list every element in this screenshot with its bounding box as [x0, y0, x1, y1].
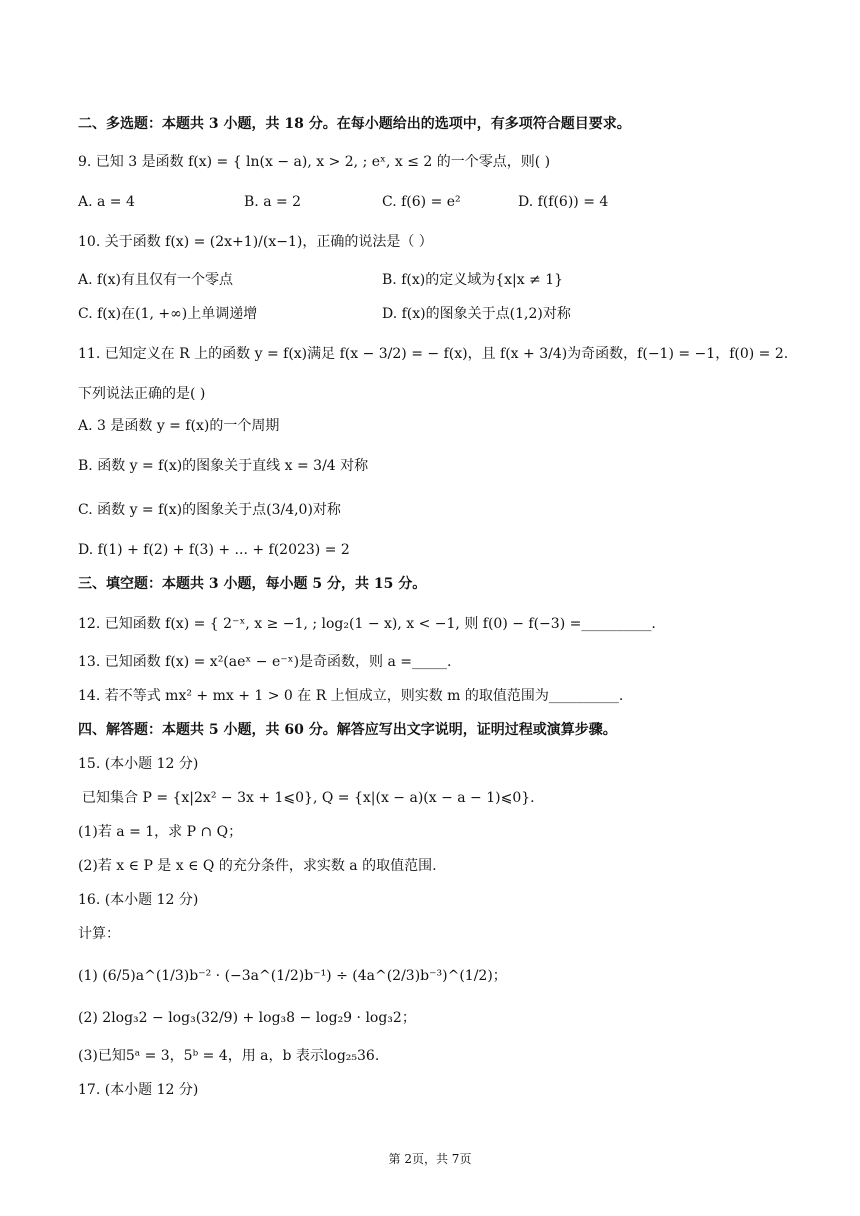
question-10-stem: 10. 关于函数 f(x) = (2x+1)/(x−1)，正确的说法是（ ）	[78, 234, 433, 250]
question-17-heading: 17. (本小题 12 分)	[78, 1082, 199, 1098]
option-b: B. f(x)的定义域为{x|x ≠ 1}	[382, 272, 564, 288]
page-footer: 第 2页，共 7页	[388, 1152, 472, 1166]
question-16-part-3: (3)已知5ᵃ = 3，5ᵇ = 4，用 a，b 表示log₂₅36.	[78, 1048, 380, 1064]
question-11-option-c: C. 函数 y = f(x)的图象关于点(3/4,0)对称	[78, 502, 341, 518]
option-d: D. f(f(6)) = 4	[518, 194, 609, 210]
question-11-option-d: D. f(1) + f(2) + f(3) + ... + f(2023) = 2	[78, 542, 350, 558]
section-multiple-choice-heading: 二、多选题：本题共 3 小题，共 18 分。在每小题给出的选项中，有多项符合题目要求。	[78, 116, 631, 132]
question-16-part-1: (1) (6/5)a^(1/3)b⁻² · (−3a^(1/2)b⁻¹) ÷ (4a^(2/3)b⁻³)^(1/2)；	[78, 968, 507, 984]
question-15-part-1: (1)若 a = 1，求 P ∩ Q；	[78, 824, 243, 840]
question-16-instruction: 计算：	[78, 926, 120, 942]
option-c: C. f(6) = e²	[382, 194, 461, 210]
question-9-stem: 9. 已知 3 是函数 f(x) = { ln(x − a), x > 2, ; eˣ, x ≤ 2 的一个零点，则( )	[78, 154, 551, 170]
option-c: C. f(x)在(1, +∞)上单调递增	[78, 306, 258, 322]
question-9-options	[78, 192, 800, 212]
section-answer-heading: 四、解答题：本题共 5 小题，共 60 分。解答应写出文字说明，证明过程或演算步骤。	[78, 722, 617, 738]
question-12: 12. 已知函数 f(x) = { 2⁻ˣ, x ≥ −1, ; log₂(1 − x), x < −1, 则 f(0) − f(−3) =__________.	[78, 616, 656, 632]
question-15-heading: 15. (本小题 12 分)	[78, 756, 199, 772]
question-10-options-row1	[78, 270, 800, 290]
question-11-option-a: A. 3 是函数 y = f(x)的一个周期	[78, 418, 280, 434]
question-15-given: 已知集合 P = {x|2x² − 3x + 1⩽0}, Q = {x|(x − a)(x − a − 1)⩽0}.	[82, 790, 535, 806]
option-a: A. f(x)有且仅有一个零点	[78, 272, 234, 288]
section-fill-blank-heading: 三、填空题：本题共 3 小题，每小题 5 分，共 15 分。	[78, 576, 427, 592]
question-13: 13. 已知函数 f(x) = x²(aeˣ − e⁻ˣ)是奇函数，则 a =_____.	[78, 654, 452, 670]
question-11-stem-continued: 下列说法正确的是( )	[78, 386, 206, 402]
question-11-stem: 11. 已知定义在 R 上的函数 y = f(x)满足 f(x − 3/2) = − f(x)，且 f(x + 3/4)为奇函数，f(−1) = −1，f(0) = 2.	[78, 346, 789, 362]
question-14: 14. 若不等式 mx² + mx + 1 > 0 在 R 上恒成立，则实数 m 的取值范围为__________.	[78, 688, 624, 704]
option-a: A. a = 4	[78, 194, 135, 210]
option-b: B. a = 2	[244, 194, 302, 210]
question-10-options-row2	[78, 304, 800, 324]
question-16-heading: 16. (本小题 12 分)	[78, 892, 199, 908]
option-d: D. f(x)的图象关于点(1,2)对称	[382, 306, 571, 322]
question-15-part-2: (2)若 x ∈ P 是 x ∈ Q 的充分条件，求实数 a 的取值范围.	[78, 858, 437, 874]
question-11-option-b: B. 函数 y = f(x)的图象关于直线 x = 3/4 对称	[78, 458, 369, 474]
question-16-part-2: (2) 2log₃2 − log₃(32/9) + log₃8 − log₂9 · log₃2；	[78, 1010, 416, 1026]
